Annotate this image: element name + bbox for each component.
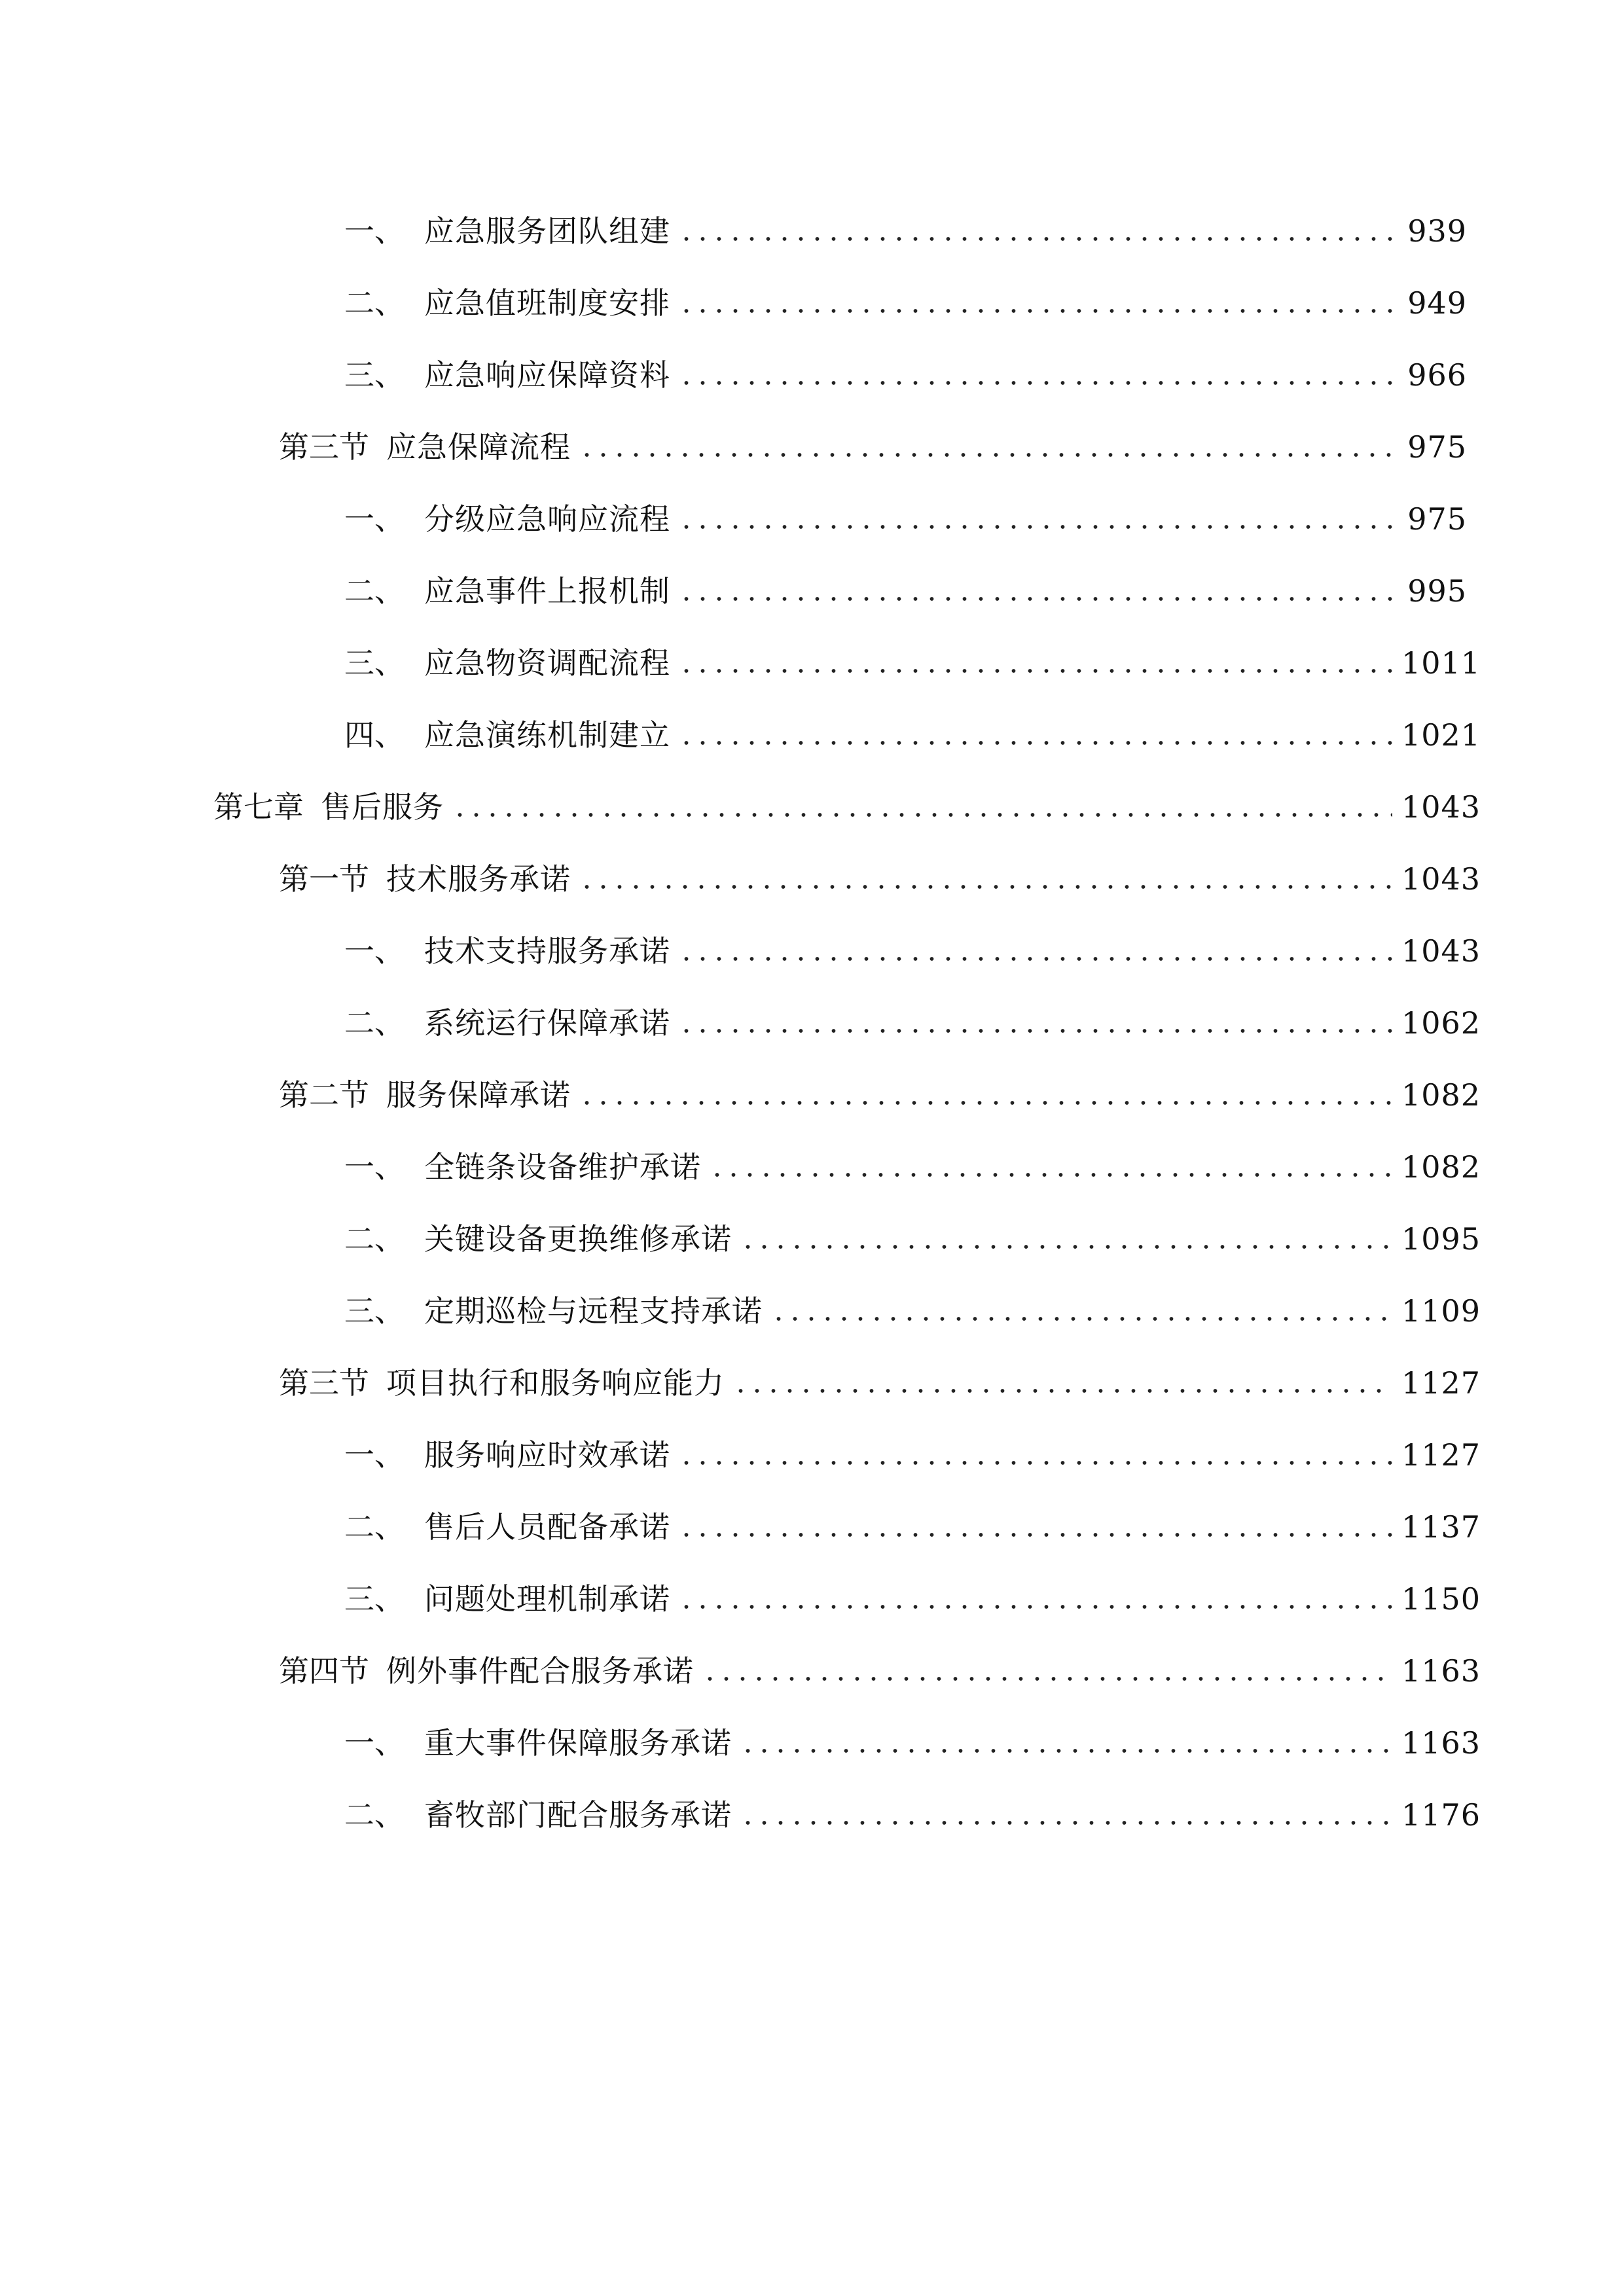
toc-entry-title: 应急事件上报机制 <box>424 573 670 609</box>
toc-entry-number: 第三节 <box>279 429 369 465</box>
toc-entry-title: 技术服务承诺 <box>386 861 571 897</box>
toc-entry-title: 分级应急响应流程 <box>424 501 670 537</box>
toc-dot-leader <box>678 597 1392 601</box>
toc-subsection-entry[interactable] <box>0 555 1624 627</box>
toc-entry-title: 售后服务 <box>321 789 444 825</box>
toc-entry-number: 二、 <box>344 573 405 609</box>
toc-chapter-entry[interactable] <box>0 771 1624 843</box>
toc-subsection-entry[interactable] <box>0 1275 1624 1347</box>
toc-subsection-entry[interactable] <box>0 1203 1624 1275</box>
toc-entry-title: 应急值班制度安排 <box>424 285 670 321</box>
toc-entry-title: 定期巡检与远程支持承诺 <box>424 1293 763 1329</box>
toc-subsection-entry[interactable] <box>0 267 1624 339</box>
toc-page-number: 1011 <box>1401 645 1481 681</box>
toc-entry-number: 二、 <box>344 1005 405 1041</box>
toc-dot-leader <box>770 1317 1392 1321</box>
toc-page-number: 949 <box>1407 285 1467 321</box>
toc-page-number: 939 <box>1407 213 1467 249</box>
toc-entry-number: 一、 <box>344 501 405 537</box>
toc-page-number: 975 <box>1407 429 1467 465</box>
toc-subsection-entry[interactable] <box>0 1131 1624 1203</box>
toc-entry-number: 三、 <box>344 1293 405 1329</box>
toc-dot-leader <box>740 1821 1392 1825</box>
toc-entry-number: 第一节 <box>279 861 369 897</box>
toc-page-number: 1137 <box>1401 1509 1481 1545</box>
toc-subsection-entry[interactable] <box>0 987 1624 1059</box>
toc-entry-number: 第三节 <box>279 1365 369 1401</box>
toc-page-number: 975 <box>1407 501 1467 537</box>
toc-entry-title: 应急服务团队组建 <box>424 213 670 249</box>
toc-subsection-entry[interactable] <box>0 483 1624 555</box>
toc-page-number: 1082 <box>1401 1077 1481 1113</box>
toc-entry-title: 全链条设备维护承诺 <box>424 1149 701 1185</box>
toc-entry-number: 一、 <box>344 933 405 969</box>
toc-entry-number: 一、 <box>344 1725 405 1761</box>
toc-subsection-entry[interactable] <box>0 1563 1624 1635</box>
toc-dot-leader <box>732 1389 1392 1393</box>
toc-page-number: 1043 <box>1401 861 1481 897</box>
toc-page-number: 1043 <box>1401 789 1481 825</box>
toc-page-number: 1109 <box>1401 1293 1481 1329</box>
toc-subsection-entry[interactable] <box>0 339 1624 411</box>
toc-page-number: 1150 <box>1401 1581 1481 1617</box>
toc-section-entry[interactable] <box>0 843 1624 915</box>
toc-page-number: 1163 <box>1401 1653 1481 1689</box>
toc-dot-leader <box>678 1605 1392 1609</box>
table-of-contents <box>0 195 1624 1851</box>
toc-entry-title: 技术支持服务承诺 <box>424 933 670 969</box>
toc-subsection-entry[interactable] <box>0 1491 1624 1563</box>
toc-dot-leader <box>709 1173 1392 1177</box>
toc-dot-leader <box>678 1533 1392 1537</box>
toc-entry-title: 系统运行保障承诺 <box>424 1005 670 1041</box>
toc-entry-title: 服务响应时效承诺 <box>424 1437 670 1473</box>
toc-page-number: 1095 <box>1401 1221 1481 1257</box>
toc-page-number: 1176 <box>1401 1797 1481 1833</box>
toc-entry-number: 三、 <box>344 1581 405 1617</box>
toc-entry-number: 一、 <box>344 1149 405 1185</box>
toc-dot-leader <box>702 1677 1392 1681</box>
toc-entry-title: 应急演练机制建立 <box>424 717 670 753</box>
toc-entry-title: 重大事件保障服务承诺 <box>424 1725 732 1761</box>
toc-entry-title: 关键设备更换维修承诺 <box>424 1221 732 1257</box>
toc-dot-leader <box>678 957 1392 961</box>
toc-page-number: 1082 <box>1401 1149 1481 1185</box>
toc-dot-leader <box>740 1749 1392 1753</box>
toc-section-entry[interactable] <box>0 1347 1624 1419</box>
toc-page-number: 1062 <box>1401 1005 1481 1041</box>
toc-dot-leader <box>678 525 1392 529</box>
toc-subsection-entry[interactable] <box>0 915 1624 987</box>
toc-dot-leader <box>740 1245 1392 1249</box>
toc-entry-title: 问题处理机制承诺 <box>424 1581 670 1617</box>
toc-subsection-entry[interactable] <box>0 1779 1624 1851</box>
toc-dot-leader <box>579 453 1392 457</box>
toc-entry-title: 服务保障承诺 <box>386 1077 571 1113</box>
toc-entry-number: 二、 <box>344 1221 405 1257</box>
toc-subsection-entry[interactable] <box>0 1707 1624 1779</box>
toc-entry-title: 应急物资调配流程 <box>424 645 670 681</box>
toc-dot-leader <box>678 1029 1392 1033</box>
toc-page-number: 1043 <box>1401 933 1481 969</box>
toc-subsection-entry[interactable] <box>0 627 1624 699</box>
toc-dot-leader <box>678 669 1392 673</box>
toc-section-entry[interactable] <box>0 1059 1624 1131</box>
toc-page-number: 966 <box>1407 357 1467 393</box>
toc-dot-leader <box>678 309 1392 313</box>
toc-subsection-entry[interactable] <box>0 1419 1624 1491</box>
toc-entry-title: 畜牧部门配合服务承诺 <box>424 1797 732 1833</box>
toc-entry-number: 二、 <box>344 285 405 321</box>
toc-entry-number: 一、 <box>344 1437 405 1473</box>
toc-dot-leader <box>678 237 1392 241</box>
toc-page-number: 995 <box>1407 573 1467 609</box>
toc-entry-title: 项目执行和服务响应能力 <box>386 1365 725 1401</box>
toc-entry-number: 二、 <box>344 1797 405 1833</box>
toc-section-entry[interactable] <box>0 1635 1624 1707</box>
toc-page-number: 1127 <box>1401 1365 1481 1401</box>
toc-entry-number: 第二节 <box>279 1077 369 1113</box>
toc-dot-leader <box>678 741 1392 745</box>
toc-entry-number: 三、 <box>344 357 405 393</box>
toc-entry-title: 例外事件配合服务承诺 <box>386 1653 694 1689</box>
toc-dot-leader <box>452 813 1392 817</box>
toc-entry-title: 应急保障流程 <box>386 429 571 465</box>
toc-page-number: 1127 <box>1401 1437 1481 1473</box>
toc-entry-number: 第四节 <box>279 1653 369 1689</box>
toc-entry-number: 第七章 <box>213 789 304 825</box>
toc-dot-leader <box>579 1101 1392 1105</box>
toc-dot-leader <box>678 1461 1392 1465</box>
toc-dot-leader <box>678 381 1392 385</box>
toc-entry-number: 一、 <box>344 213 405 249</box>
toc-page-number: 1163 <box>1401 1725 1481 1761</box>
toc-dot-leader <box>579 885 1392 889</box>
toc-subsection-entry[interactable] <box>0 699 1624 771</box>
toc-subsection-entry[interactable] <box>0 195 1624 267</box>
toc-entry-title: 售后人员配备承诺 <box>424 1509 670 1545</box>
toc-entry-title: 应急响应保障资料 <box>424 357 670 393</box>
toc-entry-number: 三、 <box>344 645 405 681</box>
toc-section-entry[interactable] <box>0 411 1624 483</box>
toc-page-number: 1021 <box>1401 717 1481 753</box>
toc-entry-number: 二、 <box>344 1509 405 1545</box>
toc-entry-number: 四、 <box>344 717 405 753</box>
